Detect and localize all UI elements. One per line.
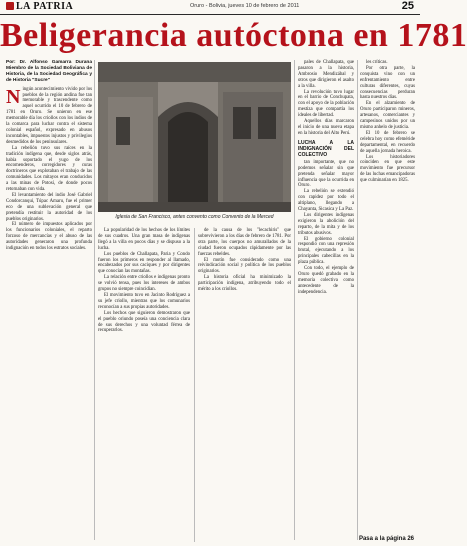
paragraph: Por otra parte, la conquista vino con un enfrentamiento entre culturas diferentes, cuyas consecuencias perduran hasta nuestros días. [360, 65, 415, 101]
paragraph: El movimiento tuvo en Jacinto Rodríguez a su jefe criollo, mientras que los comunarios reconocían a sus propias autoridades. [98, 292, 190, 310]
column-text [298, 160, 354, 296]
paragraph: La rebelión se extendió con rapidez por todo el altiplano, llegando a Chayanta, Sicasica y La Paz. [298, 189, 354, 213]
paragraph: El gobierno colonial respondió con una represión brutal, ejecutando a los principales cabecillas en la plaza pública. [298, 236, 354, 266]
church-image [98, 62, 291, 212]
paragraph: El levantamiento del indio José Gabriel Condorcanqui, Túpac Amaru, fue el primer eco de una sublevación general que pretendía restituir la autoridad de los pueblos originarios. [6, 192, 92, 222]
article-column-1 [6, 60, 92, 542]
column-divider [194, 228, 195, 542]
paragraph: La historia oficial ha minimizado la participación indígena, atribuyendo todo el mérito a los criollos. [198, 275, 291, 293]
column-text [98, 228, 190, 334]
article-column-3 [198, 228, 291, 542]
section-subhead: LUCHA A LA INDIGNACIÓN DEL COLECTIVO [298, 139, 354, 158]
column-divider [294, 60, 295, 540]
drop-cap: N [6, 85, 21, 108]
paragraph: Los pueblos de Challapata, Paria y Condo fueron los primeros en responder al llamado, encabezados por sus caciques y por dirigentes que conocían las montañas. [98, 251, 190, 275]
continue-note: Pasa a la página 26 [358, 536, 414, 542]
page-number: 25 [401, 0, 414, 12]
paragraph: Los hechos que siguieron demostraron que el pueblo oriundo poseía una conciencia clara de sus derechos y una voluntad férrea de recuperarlos. [98, 310, 190, 334]
dateline: Oruro - Bolivia, jueves 10 de febrero de 2011 [190, 3, 300, 9]
byline: Por: Dr. Alfonso Gamarra Durana Miembro de la Sociedad Boliviana de Historia, de la Sociedad Geográfica y de Historia "Sucre" [6, 60, 92, 83]
logo-icon [6, 2, 14, 10]
masthead [0, 0, 420, 15]
article-column-2 [98, 228, 190, 542]
paragraph: Aquellos días marcaron el inicio de una nueva etapa en la historia del Alto Perú. [298, 119, 354, 136]
article-column-5 [360, 60, 415, 530]
column-text [6, 87, 92, 252]
paragraph: La popularidad de los hechos de los límites de sus cuadros. Una gran masa de indígenas llegó a la villa en pocos días y se dispuso a la lucha. [98, 228, 190, 251]
column-divider [94, 60, 95, 540]
paragraph: El número de impuestos aplicados por los funcionarios coloniales, el reparto forzoso de mercancías y el abuso de las autoridades generaron una profunda indignación en todos los estratos sociales. [6, 222, 92, 252]
paragraph: Los historiadores coinciden en que este movimiento fue precursor de las luchas emancipadoras que culminarían en 1825. [360, 154, 415, 184]
paragraph: La revolución tuvo lugar en el barrio de Conchupata, con el apoyo de la población mestiza que compartía los ideales de libertad. [298, 89, 354, 119]
paragraph: La relación entre criollos e indígenas pronto se volvió tensa, pues los intereses de ambos grupos no siempre coincidían. [98, 275, 190, 293]
paragraph: pales de Challapata, que pasaron a la historia, Ambrosio Mendizábal y otros que dirigieron el asalto a la villa. [298, 60, 354, 89]
paragraph: les críticas. [366, 60, 388, 65]
paragraph: de la causa de los "lecachiris" que sobrevivieron a los días de febrero de 1781. Por otra parte, los cuerpos no amurallados de la ciudad fueron ocupados rápidamente por las fuerzas rebeldes. [198, 228, 291, 257]
photo-caption: Iglesia de San Francisco, antes convento como Convento de la Merced [115, 214, 274, 220]
paragraph: tan importante, que no podemos señalar sin que pretenda señalar mayor influencia que la ocurrida en Oruro. [298, 159, 354, 189]
column-text [360, 60, 415, 184]
column-text [198, 228, 291, 293]
newspaper-logo [6, 1, 73, 12]
paragraph: Con todo, el ejemplo de Oruro quedó grabado en la memoria colectiva como antecedente de la independencia. [298, 266, 354, 295]
column-divider [357, 60, 358, 540]
paragraph: El 10 de febrero se celebra hoy como efeméride departamental, en recuerdo de aquella jornada heroica. [360, 130, 415, 154]
logo-text: LA PATRIA [16, 1, 74, 12]
paragraph: Ningún acontecimiento vivido por los pueblos de la región andina fue tan memorable y trascendente como aquel ocurrido el 10 de febrero de 1781 en Oruro. Se unieron en ese memorable día los criollos con los indios de la comarca para luchar contra el sistema colonial español, expresado en abusos incontables, impuestos injustos y privilegios desmedidos de los peninsulares. [6, 85, 92, 145]
paragraph: Los dirigentes indígenas exigieron la abolición del reparto, de la mita y de los tributos abusivos. [298, 212, 354, 236]
paragraph: El motín fue considerado como una reivindicación social y política de los pueblos originarios. [198, 257, 291, 275]
headline: Beligerancia autóctona en 1781 [0, 17, 467, 54]
article-photo [98, 62, 291, 212]
paragraph: La rebelión tuvo sus raíces en la tradición indígena que, desde siglos atrás, había soportado el yugo de los encomenderos, corregidores y curas doctrineros que explotaban el trabajo de las comunidades. Los mitayos eran conducidos a las minas de Potosí, de donde pocos retornaban con vida. [6, 145, 92, 193]
article-column-4 [298, 60, 354, 542]
paragraph: En el alzamiento de Oruro participaron mineros, artesanos, comerciantes y campesinos unidos por un mismo anhelo de justicia. [360, 101, 415, 130]
column-text [298, 60, 354, 137]
